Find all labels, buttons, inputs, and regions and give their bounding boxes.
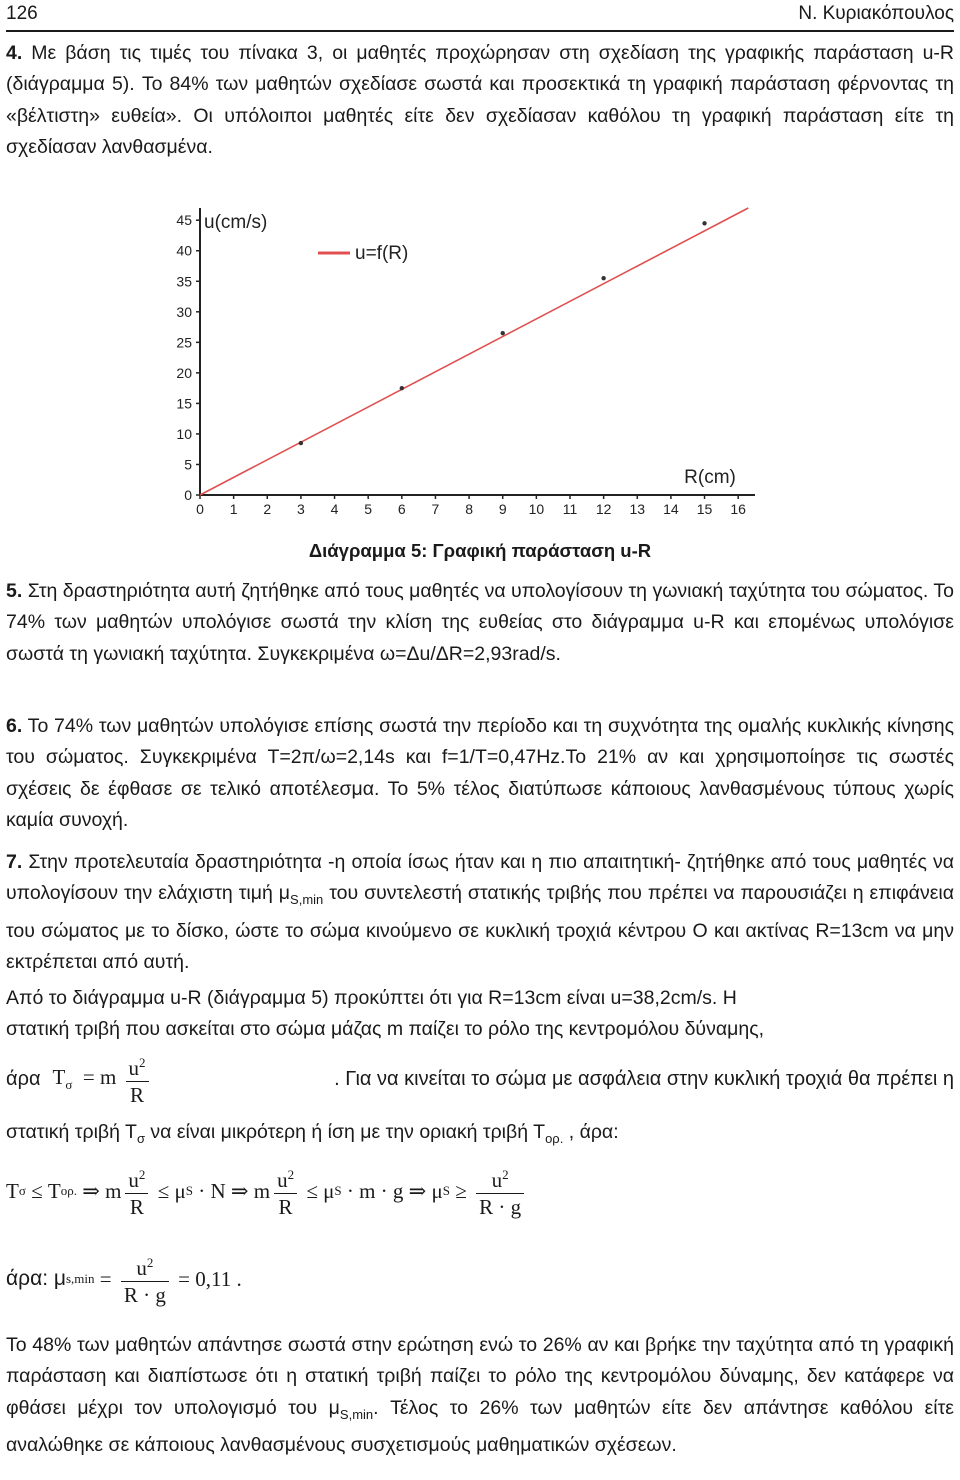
paragraph-4: [6, 38, 954, 164]
y-tick-label: 20: [176, 364, 192, 381]
y-tick-label: 45: [176, 212, 192, 229]
symbol-m: m: [253, 1178, 271, 1203]
x-tick-label: 2: [263, 501, 272, 517]
symbol-T: T: [6, 1178, 19, 1203]
data-point: [601, 276, 605, 280]
x-tick-label: 11: [562, 501, 578, 517]
line: στατική τριβή που ασκείται στο σώμα μάζας m παίζει το ρόλο της κεντρομόλου δύναμης,: [6, 1018, 765, 1041]
subscript: S: [334, 1183, 342, 1198]
superscript: 2: [138, 1167, 146, 1182]
symbol-u: u: [136, 1256, 147, 1280]
symbol-Rg: R · g: [123, 1283, 166, 1307]
ara-word: άρα: [6, 1067, 41, 1090]
figure-caption: Διάγραμμα 5: Γραφική παράσταση u-R: [308, 540, 652, 561]
x-tick-label: 0: [196, 501, 204, 517]
item-number: 7.: [6, 851, 23, 873]
paragraph-text: Με βάση τις τιμές του πίνακα 3, οι μαθητές προχώρησαν στη σχεδίαση της γραφικής παράσταση u-R (διάγραμμα 5). Το 84% των μαθητών σχεδίασε σωστά και προσεκτικά τη γραφική παράσταση φέρνοντας τη «βέλτιστη» ευθεία». Οι υπόλοιποι μαθητές είτε δεν σχεδίασαν καθόλου τη γραφική παράσταση είτε τη σχεδίασαν λανθασμένα.: [6, 42, 954, 159]
y-axis-label: u(cm/s): [204, 212, 268, 233]
symbol-u: u: [277, 1168, 288, 1192]
superscript: 2: [146, 1255, 154, 1270]
subscript: S,min: [290, 892, 324, 908]
superscript: 2: [502, 1167, 509, 1182]
subscript: ορ.: [60, 1183, 77, 1198]
paragraph-text: Το 48% των μαθητών απάντησε σωστά στην ερώτηση ενώ το 26% αν και βρήκε την ταχύτητα από τη γραφική παράσταση και διαπίστωσε ότι η στατική τριβή παίζει το ρόλο της κεντρομόλου δύναμης, δεν κατάφερε να φθάσει μέχρι τον υπολογισμό του μ: [6, 1334, 954, 1419]
line-text: να είναι μικρότερη ή ίση με την οριακή τριβή Τ: [144, 1121, 546, 1143]
page-header: [6, 0, 954, 32]
line-text: . Για να κινείται το σώμα με ασφάλεια στην κυκλική τροχιά θα πρέπει η: [334, 1067, 954, 1090]
paragraph-9: [6, 1330, 954, 1462]
result-value: = 0,11 .: [178, 1266, 242, 1291]
paragraph-8-cont: [6, 1117, 954, 1154]
subscript: S: [185, 1183, 193, 1198]
symbol-Rg: R · g: [479, 1195, 522, 1219]
symbol-m: m: [105, 1178, 122, 1203]
fit-line: [200, 208, 748, 495]
paragraph-text: Το 74% των μαθητών υπολόγισε επίσης σωστά την περίοδο και τη συχνότητα της ομαλής κυκλικής κίνησης του σώματος. Συγκεκριμένα Τ=2π/ω=2,14s και f=1/T=0,47Hz.Το 21% αν και χρησιμοποίησε τις σωστές σχέσεις δε έφθασε σε τελικό αποτέλεσμα. Το 5% τέλος διατύπωσε κάποιους λανθασμένους τύπους χωρίς καμία συνοχή.: [6, 715, 954, 832]
symbol-mg: m · g: [359, 1178, 404, 1203]
paragraph-5: [6, 576, 954, 670]
page-number: 126: [6, 3, 38, 24]
symbol-T: T: [52, 1064, 66, 1089]
x-tick-label: 1: [229, 501, 238, 517]
superscript: 2: [287, 1167, 295, 1182]
fraction: [274, 1162, 297, 1220]
x-tick-label: 16: [730, 501, 746, 517]
paragraph-8: [6, 983, 954, 1046]
fraction: [125, 1162, 148, 1220]
symbol-T: T: [47, 1178, 61, 1203]
subscript: S: [442, 1183, 451, 1198]
fraction: [126, 1050, 149, 1108]
y-tick-label: 0: [184, 487, 192, 503]
subscript: σ: [18, 1183, 26, 1198]
paragraph-text: Στην προτελευταία δραστηριότητα -η οποία ίσως ήταν και η πιο απαιτητική- ζητήθηκε από τους μαθητές να υπολογίσουν την ελάχιστη τιμή μ: [6, 851, 954, 905]
data-point: [400, 386, 404, 390]
result-equation: άρα: μ s,min = $\frac{u^2}{R \cdot g}$ = 0,11 .: [6, 1250, 242, 1308]
x-tick-label: 6: [397, 501, 406, 517]
author-name: Ν. Κυριακόπουλος: [798, 3, 954, 24]
y-tick-label: 35: [176, 273, 192, 290]
line: Από το διάγραμμα u-R (διάγραμμα 5) προκύπτει ότι για R=13cm είναι u=38,2cm/s. Η: [6, 987, 737, 1009]
data-point: [702, 221, 706, 225]
superscript: 2: [139, 1055, 146, 1070]
subscript: σ: [65, 1077, 73, 1092]
fraction: [476, 1162, 524, 1220]
paragraph-text: . Τέλος το 26% των μαθητών είτε δεν απάντησε καθόλου είτε αναλώθηκε σε κάποιους λανθασμένους συσχετισμούς μαθηματικών σχέσεων.: [6, 1396, 954, 1457]
symbol-m: m: [99, 1064, 117, 1089]
subscript: s,min: [66, 1271, 95, 1286]
symbol-u: u: [128, 1168, 139, 1192]
paragraph-text: του συντελεστή στατικής τριβής που πρέπει να παρουσιάζει η επιφάνεια του σώματος με το δίσκο, ώστε το σώμα κινούμενο σε κυκλική τροχιά κέντρου Ο και ακτίνας R=13cm να μην εκτρέπεται από αυτή.: [6, 882, 954, 974]
data-point: [501, 331, 505, 335]
symbol-R: R: [130, 1083, 145, 1107]
subscript: ορ.: [545, 1130, 564, 1146]
symbol-u: u: [491, 1168, 503, 1192]
x-tick-label: 8: [465, 501, 473, 517]
x-tick-label: 3: [297, 501, 305, 517]
x-tick-label: 14: [663, 501, 679, 517]
x-tick-label: 15: [696, 501, 713, 517]
paragraph-7: [6, 847, 954, 979]
symbol-mu: μ: [323, 1178, 335, 1203]
symbol-mu: μ: [174, 1178, 186, 1203]
symbol-u: u: [128, 1056, 140, 1080]
x-tick-label: 7: [431, 501, 440, 517]
x-tick-label: 5: [364, 501, 373, 517]
symbol-mu: μ: [431, 1178, 443, 1203]
centripetal-equation: $T_\sigma = m$ $\frac{u^2}{R}$: [53, 1050, 153, 1108]
chart-u-vs-r: [160, 200, 770, 525]
fraction: [121, 1250, 169, 1308]
y-tick-label: 25: [176, 334, 192, 351]
equation-line-1: [6, 1050, 954, 1108]
y-tick-label: 15: [176, 395, 192, 412]
line-text: , άρα:: [563, 1121, 619, 1143]
item-number: 5.: [6, 580, 23, 602]
y-tick-label: 10: [176, 425, 192, 442]
item-number: 6.: [6, 715, 23, 737]
y-tick-label: 30: [176, 303, 192, 320]
y-tick-label: 5: [184, 456, 192, 473]
symbol-R: R: [129, 1195, 144, 1219]
chart-title: u=f(R): [355, 243, 409, 264]
line-text: στατική τριβή Τ: [6, 1121, 137, 1143]
x-tick-label: 9: [498, 501, 507, 517]
subscript: S,min: [339, 1406, 374, 1422]
ara-mu: άρα: μ: [6, 1267, 66, 1290]
x-tick-label: 13: [629, 501, 646, 517]
subscript: σ: [136, 1130, 145, 1146]
symbol-R: R: [278, 1195, 293, 1219]
y-tick-label: 40: [176, 242, 192, 259]
x-axis-label: R(cm): [684, 467, 736, 488]
symbol-N: N: [210, 1178, 226, 1203]
x-tick-label: 12: [595, 501, 612, 517]
data-point: [299, 441, 303, 445]
paragraph-6: [6, 711, 954, 837]
x-tick-label: 10: [528, 501, 545, 517]
x-tick-label: 4: [330, 501, 339, 517]
item-number: 4.: [6, 42, 23, 64]
paragraph-text: Στη δραστηριότητα αυτή ζητήθηκε από τους μαθητές να υπολογίσουν τη γωνιακή ταχύτητα του σώματος. Το 74% των μαθητών υπολόγισε σωστά την κλίση της ευθείας στο διάγραμμα u-R και επομένως υπολόγισε σωστά τη γωνιακή ταχύτητα. Συγκεκριμένα ω=Δu/ΔR=2,93rad/s.: [6, 580, 954, 665]
inequality-chain: T σ ≤ T ορ. ⇒ m $\frac{u^2}{R}$ ≤ μ S · N ⇒ m $\frac{u^2}{R}$ ≤ μ S · m · g ⇒ μ S ≥ $\frac{u^2}{R \cdot g}$: [6, 1162, 528, 1220]
